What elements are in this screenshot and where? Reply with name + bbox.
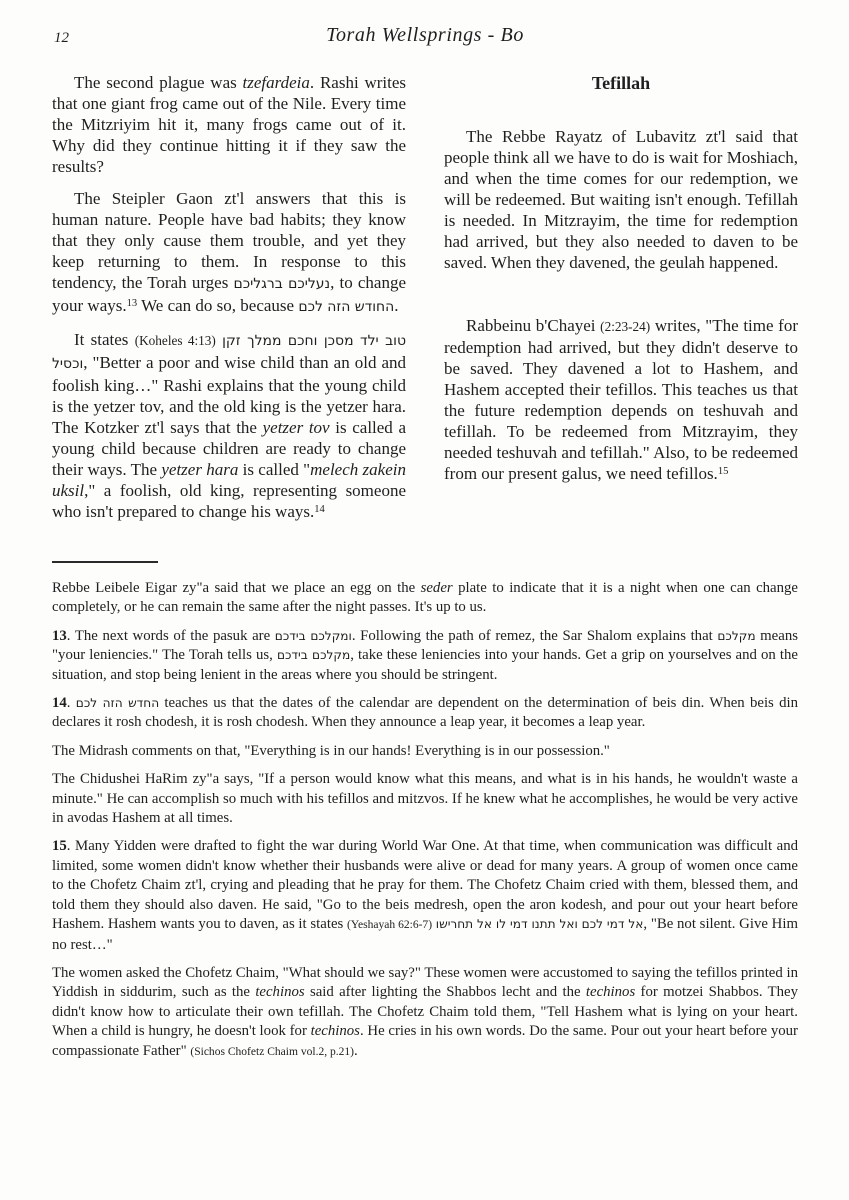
page-header xyxy=(52,24,798,54)
left-column xyxy=(52,72,406,533)
footnote-15-continued: The women asked the Chofetz Chaim, "What should we say?" These women were accustomed to saying the tefillos printed in Yiddish in siddurim, such as the techinos said after lighting the Shabbos lecht and the techinos for motzei Shabbos. They didn't know how to articulate their own tefillah. The Chofetz Chaim told them, "Tell Hashem what is lying on your heart. When a child is hungry, he doesn't look for techinos. He cries in his own words. Do the same. Pour out your heart before your compassionate Father" (Sichos Chofetz Chaim vol.2, p.21). xyxy=(52,964,798,1059)
paragraph-second-plague: The second plague was tzefardeia. Rashi writes that one giant frog came out of the Nile. Every time the Mitzriyim hit it, many frogs came out of it. Why did they continue hitting it if they saw the results? xyxy=(52,73,406,176)
page-number: 12 xyxy=(54,30,69,46)
paragraph-steipler-gaon: The Steipler Gaon zt'l answers that this is human nature. People have bad habits; they know that they only cause them trouble, and yet they keep returning to them. In response to this tendency, the Torah urges נעליכם ברגליכם, to change your ways.$^{13}$ We can do so, because החודש הזה לכם. xyxy=(52,189,407,315)
footnote-15: 15. Many Yidden were drafted to fight the war during World War One. At that time, when communication was difficult and limited, some women didn't know whether their husbands were alive or dead for many years. A group of women once came to the Chofetz Chaim zt'l, crying and pleading that he pray for them. The Chofetz Chaim cried with them, blessed them, and told them they should also daven. He said, "Go to the beis medresh, open the aron kodesh, and pour out your heart before Hashem. Hashem wants you to daven, as it states (Yeshayah 62:6-7) אל דמי לכם ואל תתנו דמי לו אל תחרישו, "Be not silent. Give Him no rest…" xyxy=(52,838,798,953)
page-title: Torah Wellsprings - Bo xyxy=(326,24,524,46)
paragraph-koheles: It states (Koheles 4:13) טוב ילד מסכן וחכם ממלך זקן וכסיל, "Better a poor and wise child than an old and foolish king…" Rashi explains that the young child is the yetzer tov, and the old king is the yetzer hara. The Kotzker zt'l says that the yetzer tov is called a young child because children are ready to change their ways. The yetzer hara is called "melech zakein uksil," a foolish, old king, representing someone who isn't prepared to change his ways.$^{14}$ xyxy=(52,330,406,521)
footnote-continuation: Rebbe Leibele Eigar zy"a said that we place an egg on the seder plate to indicate that it is a night when one can change completely, or he can remain the same after the night passes. It's up to us. xyxy=(52,580,798,616)
footnote-14-chidushei-harim: The Chidushei HaRim zy"a says, "If a person would know what this means, and what is in his hands, he wouldn't waste a minute." He can accomplish so much with his tefillos and mitzvos. If he knew what he accomplishes, he would be very active in avodas Hashem at all times. xyxy=(52,771,798,827)
right-column xyxy=(444,72,798,533)
footnote-separator xyxy=(52,561,158,563)
body-columns xyxy=(52,72,798,533)
section-heading-tefillah: Tefillah xyxy=(591,73,651,93)
paragraph-rabbeinu-bchayei: Rabbeinu b'Chayei (2:23-24) writes, "The time for redemption had arrived, but they didn't deserve to be saved. They davened a lot to Hashem, and Hashem accepted their tefillos. This teaches us that the future redemption depends on teshuvah and tefillah. To be redeemed from Mitzrayim, they needed teshuvah and tefillah." Also, to be redeemed from our present galus, we need tefillos.$^{15}$ xyxy=(444,316,799,483)
footnote-13: 13. The next words of the pasuk are ומקלכם בידכם. Following the path of remez, the Sar Shalom explains that מקלכם means "your leniencies." The Torah tells us, מקלכם בידכם, take these leniencies into your hands. Get a grip on yourselves and on the situation, and stop being lenient in the areas where you should be stringent. xyxy=(52,627,798,683)
footnote-14-midrash: The Midrash comments on that, "Everything is in our hands! Everything is in our possession." xyxy=(52,742,610,759)
footnotes-section xyxy=(52,579,798,1062)
paragraph-rebbe-rayatz: The Rebbe Rayatz of Lubavitz zt'l said that people think all we have to do is wait for Moshiach, and when the time comes for our redemption, we will be redeemed. But waiting isn't enough. Tefillah is needed. In Mitzrayim, the time for redemption had arrived, but they also needed to daven to be saved. When they davened, the geulah happened. xyxy=(444,127,798,272)
footnote-14: 14. החדש הזה לכם teaches us that the dates of the calendar are dependent on the determination of beis din. When beis din declares it rosh chodesh, it is rosh chodesh. When they announce a leap year, it becomes a leap year. xyxy=(52,695,799,731)
